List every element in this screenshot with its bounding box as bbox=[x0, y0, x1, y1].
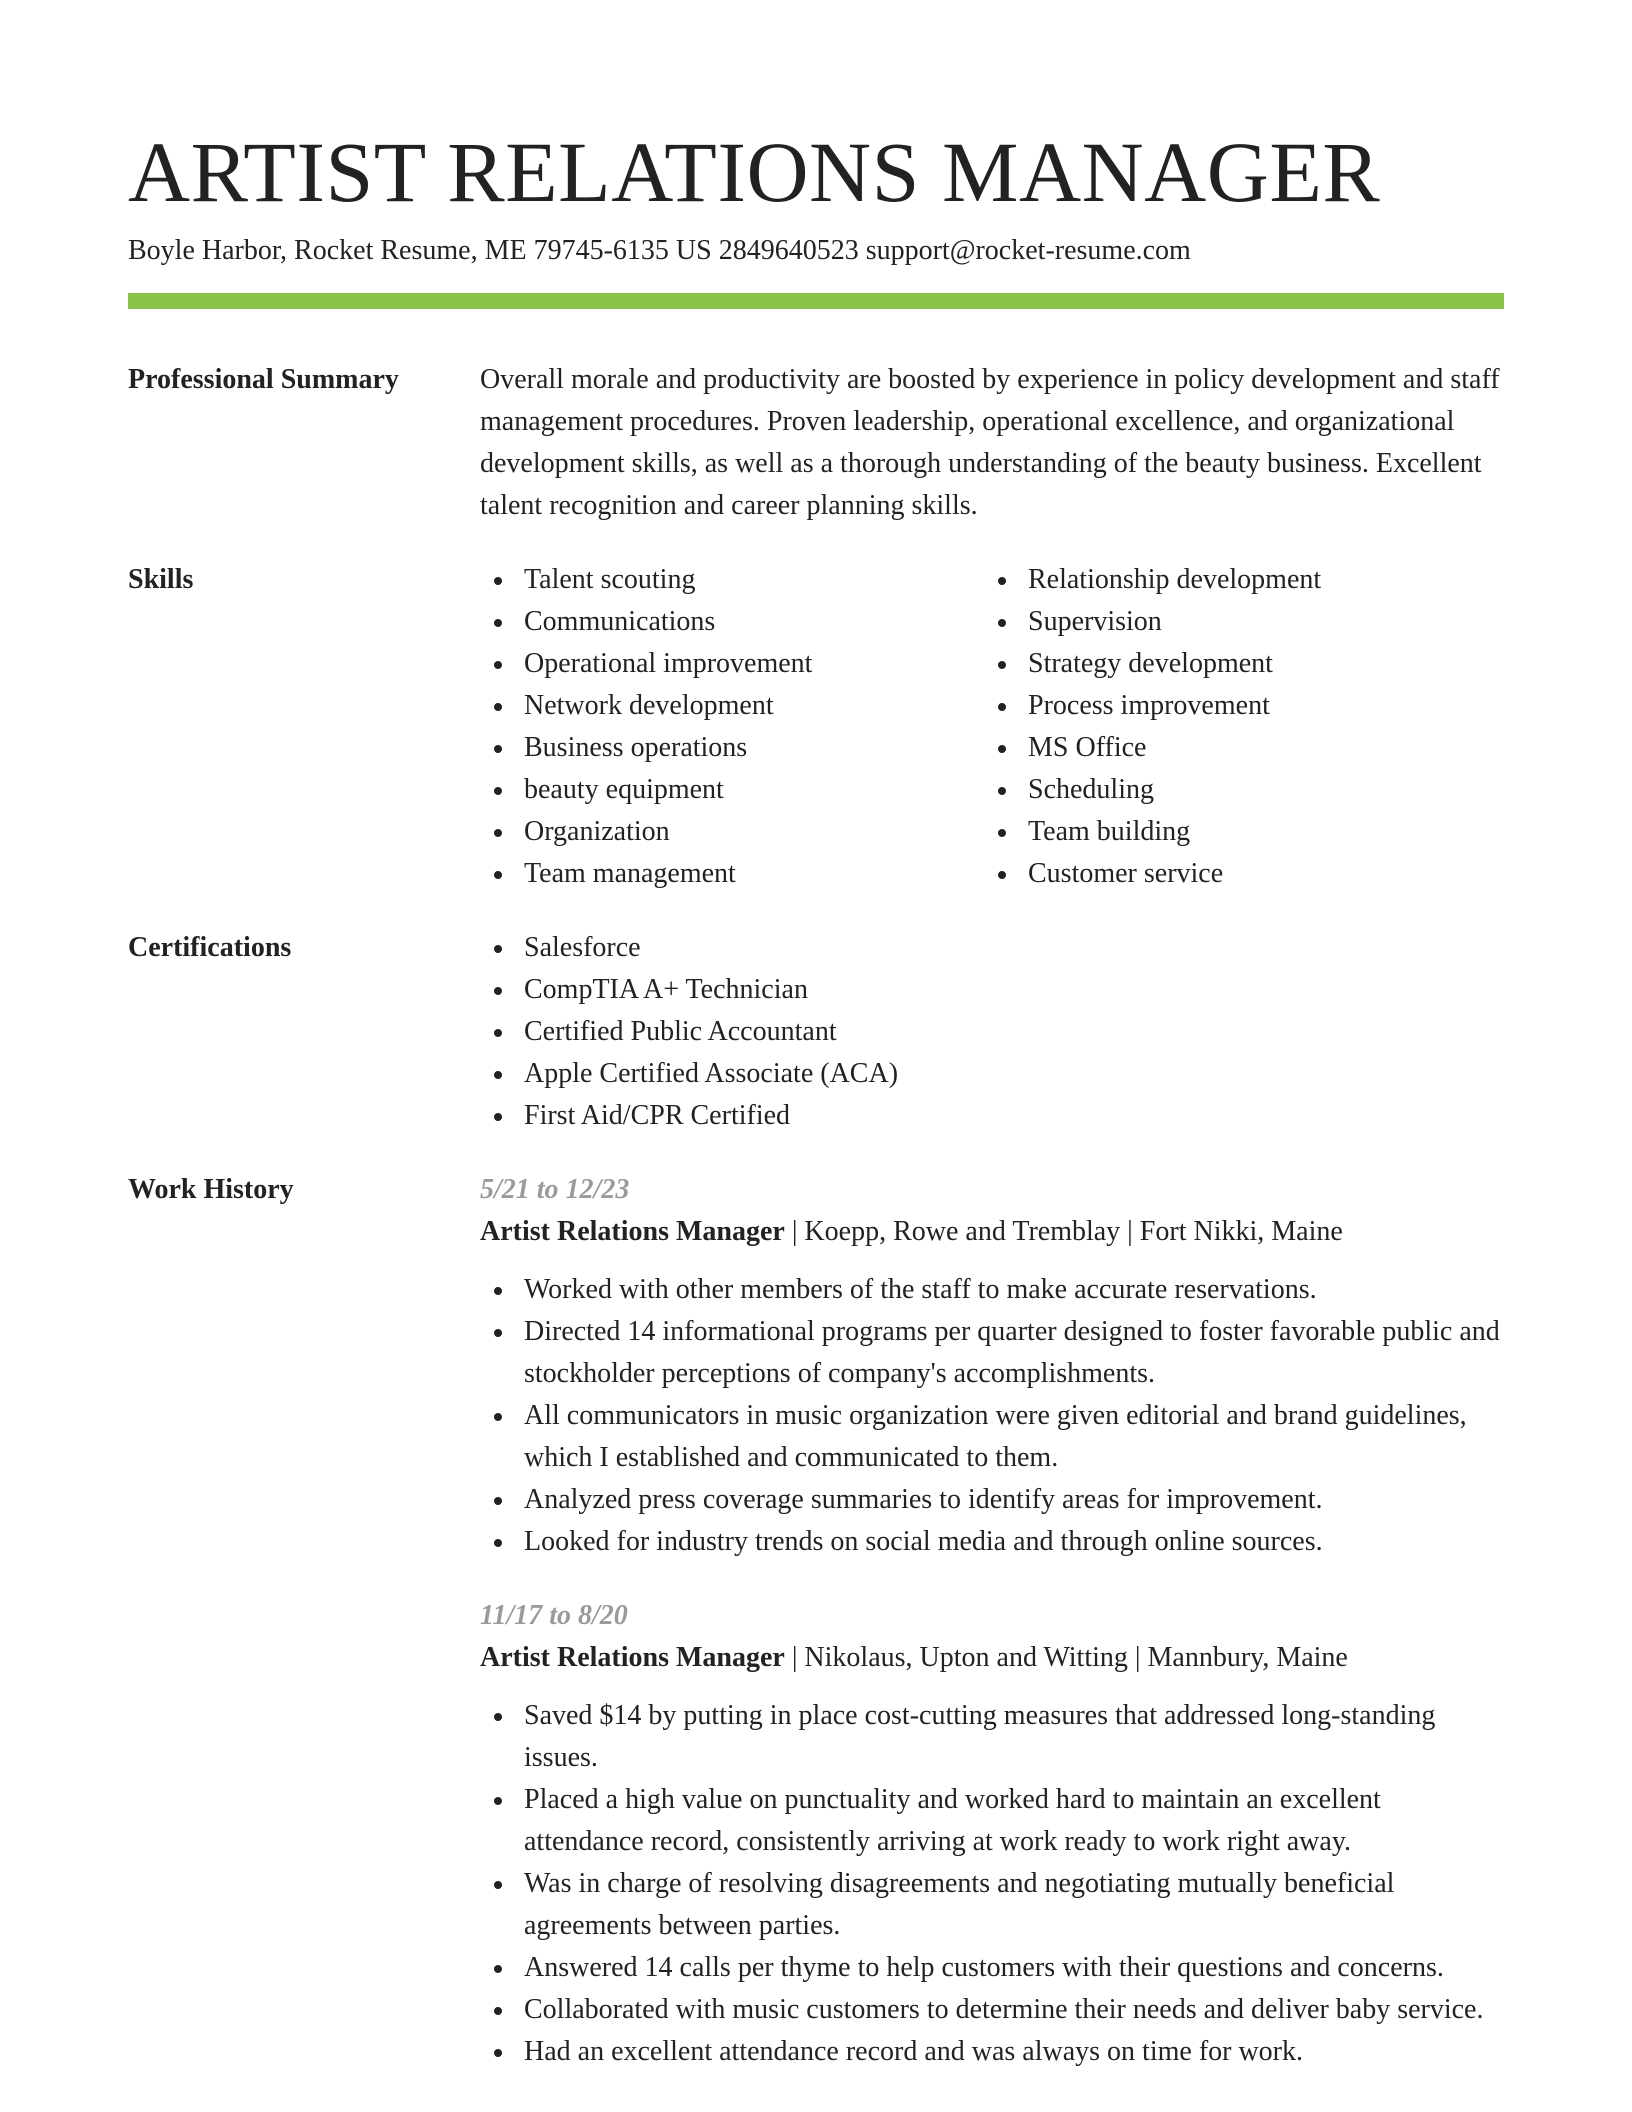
section-work-history bbox=[128, 1169, 1504, 2073]
certification-item: Salesforce bbox=[480, 927, 1504, 969]
skill-item: Process improvement bbox=[984, 685, 1488, 727]
contact-line: Boyle Harbor, Rocket Resume, ME 79745-6135 US 2849640523 support@rocket-resume.com bbox=[128, 235, 1191, 266]
certification-item: Certified Public Accountant bbox=[480, 1011, 1504, 1053]
certification-item: Apple Certified Associate (ACA) bbox=[480, 1053, 1504, 1095]
job-bullet: Worked with other members of the staff to make accurate reservations. bbox=[480, 1269, 1504, 1311]
skill-item: Business operations bbox=[480, 727, 984, 769]
certification-item: First Aid/CPR Certified bbox=[480, 1095, 1504, 1137]
skill-item: Organization bbox=[480, 811, 984, 853]
skill-item: Network development bbox=[480, 685, 984, 727]
skill-item: Supervision bbox=[984, 601, 1488, 643]
section-skills bbox=[128, 559, 1504, 895]
summary-text: Overall morale and productivity are boosted by experience in policy development and staff management procedures. Proven leadership, operational excellence, and organizational development skills, as well as a thorough understanding of the beauty business. Excellent talent recognition and career planning skills. bbox=[480, 364, 1500, 521]
section-title: Work History bbox=[128, 1174, 294, 1205]
skill-item: Team management bbox=[480, 853, 984, 895]
job-bullet: All communicators in music organization were given editorial and brand guidelines, which I established and communicated to them. bbox=[480, 1395, 1504, 1479]
section-title: Certifications bbox=[128, 932, 292, 963]
job-bullets bbox=[480, 1269, 1504, 1563]
job-title: Artist Relations Manager bbox=[480, 1642, 785, 1673]
skill-item: Strategy development bbox=[984, 643, 1488, 685]
job-bullet: Had an excellent attendance record and was always on time for work. bbox=[480, 2031, 1504, 2073]
job-bullet: Answered 14 calls per thyme to help customers with their questions and concerns. bbox=[480, 1947, 1504, 1989]
job-heading bbox=[480, 1211, 1504, 1253]
resume-name: ARTIST RELATIONS MANAGER bbox=[128, 124, 1381, 220]
skill-item: beauty equipment bbox=[480, 769, 984, 811]
job-details: | Koepp, Rowe and Tremblay | Fort Nikki, Maine bbox=[784, 1216, 1343, 1247]
job-bullets bbox=[480, 1695, 1504, 2073]
job-bullet: Directed 14 informational programs per quarter designed to foster favorable public and stockholder perceptions of company's accomplishments. bbox=[480, 1311, 1504, 1395]
skill-item: Operational improvement bbox=[480, 643, 984, 685]
skill-item: Relationship development bbox=[984, 559, 1488, 601]
work-history-body bbox=[480, 1169, 1504, 2073]
skills-list-right bbox=[984, 559, 1488, 895]
job-entry bbox=[480, 1595, 1504, 2073]
skill-item: Talent scouting bbox=[480, 559, 984, 601]
section-certifications bbox=[128, 927, 1504, 1137]
section-title: Skills bbox=[128, 564, 194, 595]
job-bullet: Was in charge of resolving disagreements and negotiating mutually beneficial agreements between parties. bbox=[480, 1863, 1504, 1947]
job-title: Artist Relations Manager bbox=[480, 1216, 785, 1247]
certifications-body bbox=[480, 927, 1504, 1137]
job-details: | Nikolaus, Upton and Witting | Mannbury, Maine bbox=[784, 1642, 1348, 1673]
job-heading bbox=[480, 1637, 1504, 1679]
job-bullet: Looked for industry trends on social media and through online sources. bbox=[480, 1521, 1504, 1563]
resume-page bbox=[128, 0, 1504, 2073]
skill-item: MS Office bbox=[984, 727, 1488, 769]
job-bullet: Collaborated with music customers to determine their needs and deliver baby service. bbox=[480, 1989, 1504, 2031]
skills-columns bbox=[480, 559, 1504, 895]
section-professional-summary bbox=[128, 359, 1504, 527]
skill-item: Communications bbox=[480, 601, 984, 643]
skills-list-left bbox=[480, 559, 984, 895]
skill-item: Customer service bbox=[984, 853, 1488, 895]
job-dates: 11/17 to 8/20 bbox=[480, 1600, 628, 1631]
job-bullet: Analyzed press coverage summaries to identify areas for improvement. bbox=[480, 1479, 1504, 1521]
job-dates: 5/21 to 12/23 bbox=[480, 1174, 630, 1205]
job-bullet: Saved $14 by putting in place cost-cutting measures that addressed long-standing issues. bbox=[480, 1695, 1504, 1779]
skill-item: Team building bbox=[984, 811, 1488, 853]
job-bullet: Placed a high value on punctuality and worked hard to maintain an excellent attendance record, consistently arriving at work ready to work right away. bbox=[480, 1779, 1504, 1863]
skill-item: Scheduling bbox=[984, 769, 1488, 811]
certifications-list bbox=[480, 927, 1504, 1137]
accent-divider bbox=[128, 293, 1504, 309]
certification-item: CompTIA A+ Technician bbox=[480, 969, 1504, 1011]
section-title: Professional Summary bbox=[128, 364, 399, 395]
job-entry bbox=[480, 1169, 1504, 1563]
